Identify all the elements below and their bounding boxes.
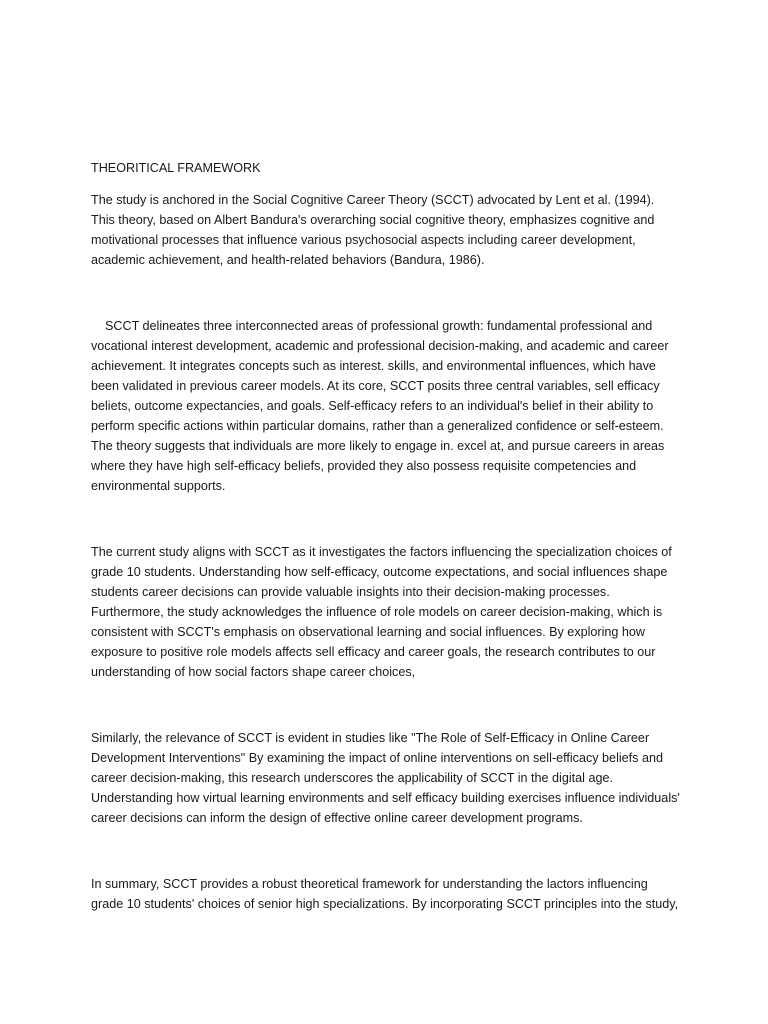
section-heading: THEORITICAL FRAMEWORK (91, 161, 261, 175)
paragraph-current-study: The current study aligns with SCCT as it investigates the factors influencing the specialization choices of grade 10 students. Understanding how self-efficacy, outcome expectations, and social influences shape students career decisions can provide valuable insights into their decision-making processes. Furthermore, the study acknowledges the influence of role models on career decision-making, which is consistent with SCCT's emphasis on observational learning and social influences. By exploring how exposure to positive role models affects sell efficacy and career goals, the research contributes to our understanding of how social factors shape career choices, (91, 545, 672, 679)
paragraph-scct-areas: SCCT delineates three interconnected areas of professional growth: fundamental professional and vocational interest development, academic and professional decision-making, and academic and career achievement. It integrates concepts such as interest. skills, and environmental influences, which have been validated in previous career models. At its core, SCCT posits three central variables, sell efficacy beliets, outcome expectancies, and goals. Self-efficacy refers to an individual's belief in their ability to perform specific actions within particular domains, rather than a generalized confidence or self-esteem. The theory suggests that individuals are more likely to engage in. excel at, and pursue careers in areas where they have high self-efficacy beliefs, provided they also possess requisite competencies and environmental supports. (91, 319, 669, 493)
document-body (91, 158, 681, 914)
paragraph-summary: In summary, SCCT provides a robust theoretical framework for understanding the lactors influencing grade 10 students' choices of senior high specializations. By incorporating SCCT principles into the study, (91, 877, 679, 911)
paragraph-scct-anchor: The study is anchored in the Social Cognitive Career Theory (SCCT) advocated by Lent et al. (1994). This theory, based on Albert Bandura's overarching social cognitive theory, emphasizes cognitive and motivational processes that influence various psychosocial aspects including career development, academic achievement, and health-related behaviors (Bandura, 1986). (91, 193, 655, 267)
paragraph-online-interventions: Similarly, the relevance of SCCT is evident in studies like "The Role of Self-Efficacy in Online Career Development Interventions" By examining the impact of online interventions on sell-efficacy beliefs and career decision-making, this research underscores the applicability of SCCT in the digital age. Understanding how virtual learning environments and self efficacy building exercises influence individuals' career decisions can inform the design of effective online career development programs. (91, 731, 680, 825)
